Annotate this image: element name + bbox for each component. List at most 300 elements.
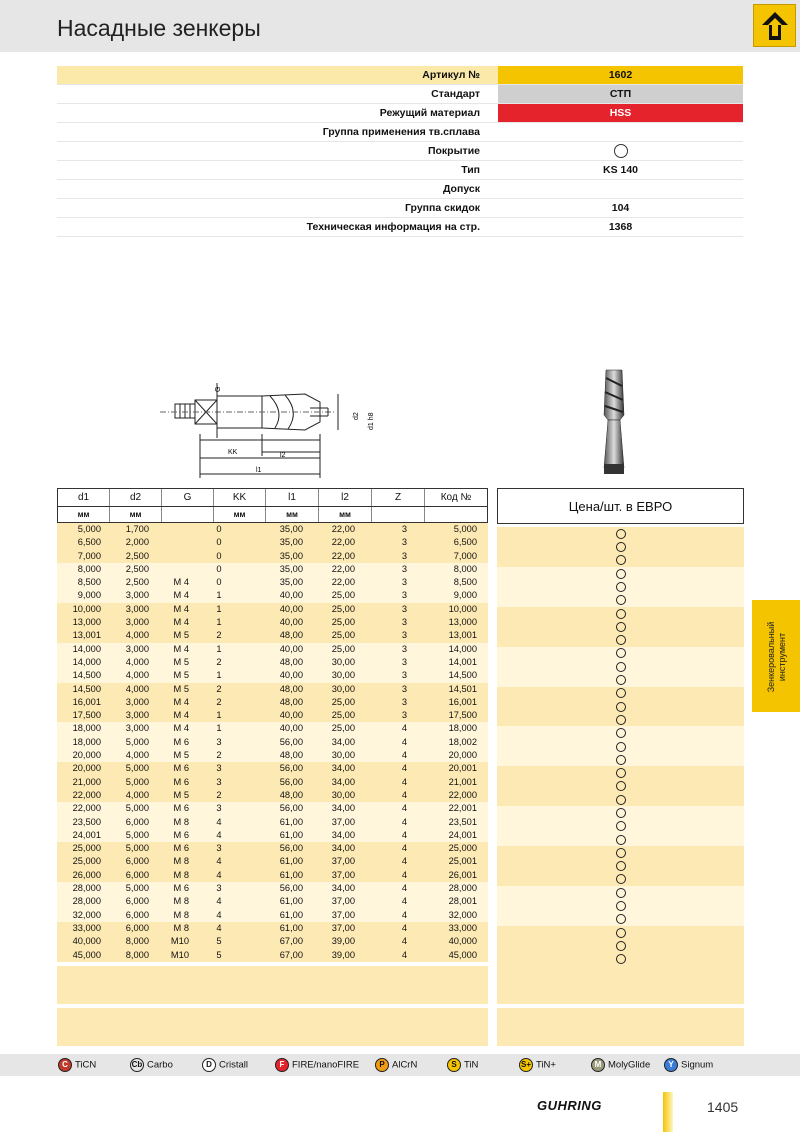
- table-row: [57, 855, 488, 868]
- table-cell: 61,00: [279, 829, 303, 840]
- availability-circle-icon: [616, 595, 626, 605]
- table-cell: 25,000: [72, 856, 101, 867]
- coating-legend: [0, 1054, 800, 1076]
- table-cell: M 6: [173, 776, 189, 787]
- dim-l2-label: l2: [280, 452, 286, 459]
- table-cell: 3,000: [125, 590, 149, 601]
- table-cell: 7,000: [453, 550, 477, 561]
- table-cell: 40,00: [279, 723, 303, 734]
- table-cell: 5,000: [125, 736, 149, 747]
- availability-circle-icon: [616, 835, 626, 845]
- column-header: Z: [372, 489, 425, 506]
- table-body: [57, 523, 488, 962]
- table-row: [57, 536, 488, 549]
- table-row: [57, 776, 488, 789]
- table-cell: 34,00: [331, 736, 355, 747]
- column-header: l1: [266, 489, 319, 506]
- price-row: [497, 580, 744, 593]
- availability-circle-icon: [616, 742, 626, 752]
- spec-label: Артикул №: [422, 69, 480, 81]
- table-cell: 61,00: [279, 856, 303, 867]
- table-cell: 8,500: [453, 577, 477, 588]
- table-cell: 3: [401, 656, 407, 667]
- table-cell: 25,00: [331, 617, 355, 628]
- table-cell: 48,00: [279, 656, 303, 667]
- table-cell: 18,000: [448, 723, 477, 734]
- table-cell: 25,00: [331, 630, 355, 641]
- arrow-logo-icon: [759, 10, 791, 42]
- table-cell: M 5: [173, 656, 189, 667]
- table-cell: 67,00: [279, 936, 303, 947]
- table-cell: 56,00: [279, 763, 303, 774]
- legend-item: [664, 1058, 713, 1073]
- table-cell: 10,000: [72, 603, 101, 614]
- spec-label: Техническая информация на стр.: [306, 221, 480, 233]
- table-cell: 4,000: [125, 656, 149, 667]
- availability-circle-icon: [616, 901, 626, 911]
- table-cell: M 6: [173, 736, 189, 747]
- table-cell: 2,500: [125, 563, 149, 574]
- table-row: [57, 576, 488, 589]
- table-row: [57, 683, 488, 696]
- spec-row: [57, 104, 743, 123]
- page-title: Насадные зенкеры: [57, 15, 261, 41]
- table-cell: M 4: [173, 696, 189, 707]
- table-cell: 22,00: [331, 524, 355, 534]
- spec-row: [57, 123, 743, 142]
- table-cell: 4: [401, 736, 407, 747]
- table-cell: 61,00: [279, 922, 303, 933]
- table-cell: 61,00: [279, 816, 303, 827]
- brand-name: GUHRING: [537, 1098, 602, 1113]
- table-cell: 3: [401, 630, 407, 641]
- table-cell: 2: [216, 683, 222, 694]
- price-row: [497, 620, 744, 633]
- table-cell: 3: [401, 603, 407, 614]
- table-row: [57, 656, 488, 669]
- table-cell: 3: [401, 643, 407, 654]
- table-cell: 34,00: [331, 829, 355, 840]
- table-cell: 3,000: [125, 723, 149, 734]
- table-cell: 14,000: [72, 643, 101, 654]
- table-cell: 4: [401, 750, 407, 761]
- table-row: [57, 696, 488, 709]
- spec-value: KS 140: [602, 164, 639, 176]
- table-cell: M 4: [173, 577, 189, 588]
- availability-circle-icon: [616, 609, 626, 619]
- table-cell: 21,001: [448, 776, 477, 787]
- price-row: [497, 527, 744, 540]
- spec-row: [57, 66, 743, 85]
- page-number: 1405: [707, 1099, 739, 1115]
- table-cell: 28,000: [72, 883, 101, 894]
- table-cell: 30,00: [331, 656, 355, 667]
- table-cell: 14,500: [72, 670, 101, 681]
- table-cell: 34,00: [331, 883, 355, 894]
- table-cell: 20,001: [448, 763, 477, 774]
- availability-circle-icon: [616, 728, 626, 738]
- price-row: [497, 913, 744, 926]
- table-cell: 6,500: [453, 537, 477, 548]
- spec-row: [57, 180, 743, 199]
- price-row: [497, 833, 744, 846]
- dimension-table: [57, 488, 488, 962]
- table-cell: 22,000: [448, 789, 477, 800]
- table-row: [57, 949, 488, 962]
- circle-icon: [614, 144, 628, 158]
- table-cell: M 5: [173, 683, 189, 694]
- table-cell: 4: [401, 829, 407, 840]
- spec-value: [498, 142, 743, 160]
- spec-value: HSS: [498, 104, 743, 122]
- spec-value: 1602: [498, 66, 743, 84]
- price-row: [497, 633, 744, 646]
- column-unit: мм: [266, 507, 319, 522]
- price-row: [497, 554, 744, 567]
- empty-price-block: [497, 966, 744, 1004]
- price-row: [497, 820, 744, 833]
- table-cell: 4: [216, 922, 222, 933]
- price-column-header: Цена/шт. в ЕВРО: [497, 488, 744, 524]
- availability-circle-icon: [616, 768, 626, 778]
- table-cell: 6,000: [125, 816, 149, 827]
- price-row: [497, 673, 744, 686]
- table-cell: 5,000: [125, 829, 149, 840]
- brand-logo: [753, 4, 796, 47]
- table-cell: 3: [401, 617, 407, 628]
- table-cell: 2,500: [125, 550, 149, 561]
- table-cell: 6,000: [125, 922, 149, 933]
- table-cell: 4,000: [125, 750, 149, 761]
- column-header: l2: [319, 489, 372, 506]
- table-cell: 48,00: [279, 683, 303, 694]
- table-cell: 39,00: [331, 949, 355, 960]
- availability-circle-icon: [616, 888, 626, 898]
- table-cell: 35,00: [279, 524, 303, 534]
- price-row: [497, 766, 744, 779]
- empty-row-block: [57, 1008, 488, 1046]
- price-row: [497, 540, 744, 553]
- spec-label: Группа скидок: [405, 202, 480, 214]
- table-cell: 3: [401, 590, 407, 601]
- table-cell: 3: [401, 710, 407, 721]
- availability-circle-icon: [616, 861, 626, 871]
- table-cell: 35,00: [279, 550, 303, 561]
- table-cell: 17,500: [72, 710, 101, 721]
- dim-l1-label: l1: [256, 467, 262, 474]
- availability-circle-icon: [616, 914, 626, 924]
- table-cell: 56,00: [279, 803, 303, 814]
- table-cell: M 8: [173, 869, 189, 880]
- table-units-row: [57, 506, 488, 523]
- table-cell: M 8: [173, 896, 189, 907]
- legend-item: [375, 1058, 417, 1073]
- table-cell: 5: [216, 936, 222, 947]
- table-cell: 3: [401, 577, 407, 588]
- table-cell: 61,00: [279, 896, 303, 907]
- price-row: [497, 780, 744, 793]
- legend-label: Signum: [681, 1059, 714, 1071]
- table-cell: 0: [216, 524, 222, 534]
- legend-label: FIRE/nanoFIRE: [292, 1059, 360, 1071]
- spec-label: Тип: [461, 164, 480, 176]
- table-cell: 1: [216, 643, 222, 654]
- price-row: [497, 700, 744, 713]
- spec-value: СТП: [498, 85, 743, 103]
- table-cell: 48,00: [279, 789, 303, 800]
- table-cell: 8,000: [125, 936, 149, 947]
- table-cell: 25,00: [331, 603, 355, 614]
- table-cell: 48,00: [279, 750, 303, 761]
- table-cell: M 8: [173, 922, 189, 933]
- column-unit: [372, 507, 425, 522]
- table-cell: M 5: [173, 630, 189, 641]
- spec-label: Режущий материал: [379, 107, 480, 119]
- legend-item: [447, 1058, 478, 1073]
- table-row: [57, 589, 488, 602]
- section-side-tab[interactable]: [752, 600, 800, 712]
- table-cell: 1: [216, 590, 222, 601]
- dim-d1-label: d1 h8: [368, 412, 375, 430]
- price-row: [497, 567, 744, 580]
- table-cell: 5,000: [125, 843, 149, 854]
- table-row: [57, 895, 488, 908]
- table-cell: 33,000: [72, 922, 101, 933]
- table-cell: 4: [401, 789, 407, 800]
- table-cell: 3: [401, 563, 407, 574]
- table-cell: 4: [401, 922, 407, 933]
- table-cell: 6,000: [125, 869, 149, 880]
- table-cell: 3: [216, 803, 222, 814]
- coating-badge-icon: P: [375, 1058, 389, 1072]
- table-cell: 45,000: [72, 949, 101, 960]
- table-cell: 4: [401, 856, 407, 867]
- availability-circle-icon: [616, 941, 626, 951]
- table-cell: 20,000: [448, 750, 477, 761]
- price-row: [497, 647, 744, 660]
- legend-label: Carbo: [147, 1059, 173, 1071]
- table-cell: 4: [216, 829, 222, 840]
- availability-circle-icon: [616, 569, 626, 579]
- table-cell: 3: [216, 776, 222, 787]
- table-cell: 21,000: [72, 776, 101, 787]
- table-cell: 4: [401, 869, 407, 880]
- table-cell: 8,000: [77, 563, 101, 574]
- coating-badge-icon: Y: [664, 1058, 678, 1072]
- table-cell: 40,00: [279, 710, 303, 721]
- price-row: [497, 846, 744, 859]
- coating-badge-icon: C: [58, 1058, 72, 1072]
- table-cell: 37,00: [331, 909, 355, 920]
- table-cell: 4: [401, 883, 407, 894]
- legend-label: TiN+: [536, 1059, 556, 1071]
- table-cell: M 5: [173, 750, 189, 761]
- availability-circle-icon: [616, 795, 626, 805]
- table-cell: 28,001: [448, 896, 477, 907]
- table-cell: 14,500: [72, 683, 101, 694]
- table-cell: 25,00: [331, 723, 355, 734]
- table-cell: 1: [216, 670, 222, 681]
- spec-label: Стандарт: [431, 88, 480, 100]
- table-cell: 18,002: [448, 736, 477, 747]
- table-cell: 4,000: [125, 789, 149, 800]
- table-cell: 56,00: [279, 883, 303, 894]
- table-cell: 25,00: [331, 643, 355, 654]
- spec-row: [57, 199, 743, 218]
- table-cell: 4: [216, 869, 222, 880]
- table-cell: 1: [216, 710, 222, 721]
- table-cell: 5,000: [125, 803, 149, 814]
- table-cell: 37,00: [331, 816, 355, 827]
- table-row: [57, 882, 488, 895]
- price-row: [497, 939, 744, 952]
- availability-circle-icon: [616, 781, 626, 791]
- column-unit: мм: [214, 507, 266, 522]
- table-cell: 5,000: [125, 883, 149, 894]
- table-cell: 3: [216, 763, 222, 774]
- table-cell: 40,00: [279, 590, 303, 601]
- table-cell: 4: [401, 896, 407, 907]
- availability-circle-icon: [616, 648, 626, 658]
- table-row: [57, 709, 488, 722]
- price-row: [497, 726, 744, 739]
- table-cell: M 8: [173, 856, 189, 867]
- side-tab-label: Зенкеровальный инструмент: [766, 621, 787, 693]
- availability-circle-icon: [616, 954, 626, 964]
- table-row: [57, 603, 488, 616]
- table-cell: 7,000: [77, 550, 101, 561]
- table-cell: 22,000: [72, 803, 101, 814]
- availability-circle-icon: [616, 529, 626, 539]
- table-cell: 1: [216, 617, 222, 628]
- table-cell: 0: [216, 563, 222, 574]
- table-cell: 48,00: [279, 630, 303, 641]
- table-cell: 22,00: [331, 550, 355, 561]
- price-row: [497, 593, 744, 606]
- price-row: [497, 926, 744, 939]
- table-cell: 28,000: [448, 883, 477, 894]
- table-cell: 18,000: [72, 736, 101, 747]
- availability-circle-icon: [616, 688, 626, 698]
- table-cell: 2: [216, 696, 222, 707]
- table-cell: 4: [401, 723, 407, 734]
- table-cell: 10,000: [448, 603, 477, 614]
- table-cell: 25,00: [331, 710, 355, 721]
- table-cell: 5,000: [125, 763, 149, 774]
- availability-circle-icon: [616, 755, 626, 765]
- table-cell: 3: [216, 843, 222, 854]
- column-unit: [162, 507, 214, 522]
- coating-badge-icon: M: [591, 1058, 605, 1072]
- table-cell: 37,00: [331, 856, 355, 867]
- footer-accent-bar: [663, 1092, 673, 1132]
- table-cell: 3: [401, 524, 407, 534]
- table-cell: M 4: [173, 643, 189, 654]
- tool-photo: [594, 360, 634, 478]
- table-cell: [149, 563, 189, 576]
- table-cell: 4: [216, 896, 222, 907]
- table-cell: 56,00: [279, 736, 303, 747]
- legend-item: [519, 1058, 556, 1073]
- table-cell: 4: [401, 776, 407, 787]
- table-cell: 3: [401, 670, 407, 681]
- table-cell: M 6: [173, 883, 189, 894]
- coating-badge-icon: S: [447, 1058, 461, 1072]
- table-cell: 22,00: [331, 563, 355, 574]
- price-row: [497, 687, 744, 700]
- table-cell: 22,00: [331, 537, 355, 548]
- column-header: KK: [214, 489, 266, 506]
- table-cell: 25,001: [448, 856, 477, 867]
- dim-d2-label: d2: [353, 412, 360, 420]
- legend-item: [58, 1058, 96, 1073]
- spec-table: [57, 66, 743, 237]
- table-cell: 2,500: [125, 577, 149, 588]
- table-cell: 34,00: [331, 843, 355, 854]
- table-row: [57, 802, 488, 815]
- table-cell: 9,000: [453, 590, 477, 601]
- table-cell: 4: [401, 763, 407, 774]
- table-row: [57, 922, 488, 935]
- table-cell: 2: [216, 750, 222, 761]
- spec-row: [57, 142, 743, 161]
- table-cell: 6,000: [125, 909, 149, 920]
- spec-value: [498, 180, 743, 198]
- legend-label: TiN: [464, 1059, 479, 1071]
- table-cell: [149, 536, 189, 549]
- table-cell: 40,000: [72, 936, 101, 947]
- table-cell: M 4: [173, 603, 189, 614]
- table-cell: 4: [401, 936, 407, 947]
- table-cell: 22,001: [448, 803, 477, 814]
- table-cell: 13,000: [448, 617, 477, 628]
- availability-circle-icon: [616, 622, 626, 632]
- table-row: [57, 643, 488, 656]
- table-cell: 20,000: [72, 750, 101, 761]
- table-cell: 56,00: [279, 843, 303, 854]
- spec-row: [57, 85, 743, 104]
- table-row: [57, 789, 488, 802]
- table-row: [57, 722, 488, 735]
- availability-circle-icon: [616, 542, 626, 552]
- table-cell: 56,00: [279, 776, 303, 787]
- legend-label: Cristall: [219, 1059, 249, 1071]
- table-cell: 40,00: [279, 643, 303, 654]
- table-cell: M 4: [173, 710, 189, 721]
- table-row: [57, 829, 488, 842]
- table-row: [57, 629, 488, 642]
- table-row: [57, 563, 488, 576]
- spec-label: Группа применения тв.сплава: [322, 126, 480, 138]
- availability-circle-icon: [616, 874, 626, 884]
- legend-item: [591, 1058, 650, 1073]
- availability-circle-icon: [616, 582, 626, 592]
- table-row: [57, 736, 488, 749]
- spec-value: 1368: [608, 221, 633, 233]
- availability-circle-icon: [616, 848, 626, 858]
- column-unit: мм: [319, 507, 372, 522]
- column-header: Код №: [440, 492, 472, 503]
- table-row: [57, 935, 488, 948]
- table-cell: 3: [401, 683, 407, 694]
- legend-item: [202, 1058, 248, 1073]
- dim-g-label: G: [215, 386, 222, 392]
- table-cell: 25,000: [72, 843, 101, 854]
- table-cell: 25,00: [331, 590, 355, 601]
- table-cell: 3: [401, 537, 407, 548]
- table-row: [57, 523, 488, 536]
- table-cell: 61,00: [279, 869, 303, 880]
